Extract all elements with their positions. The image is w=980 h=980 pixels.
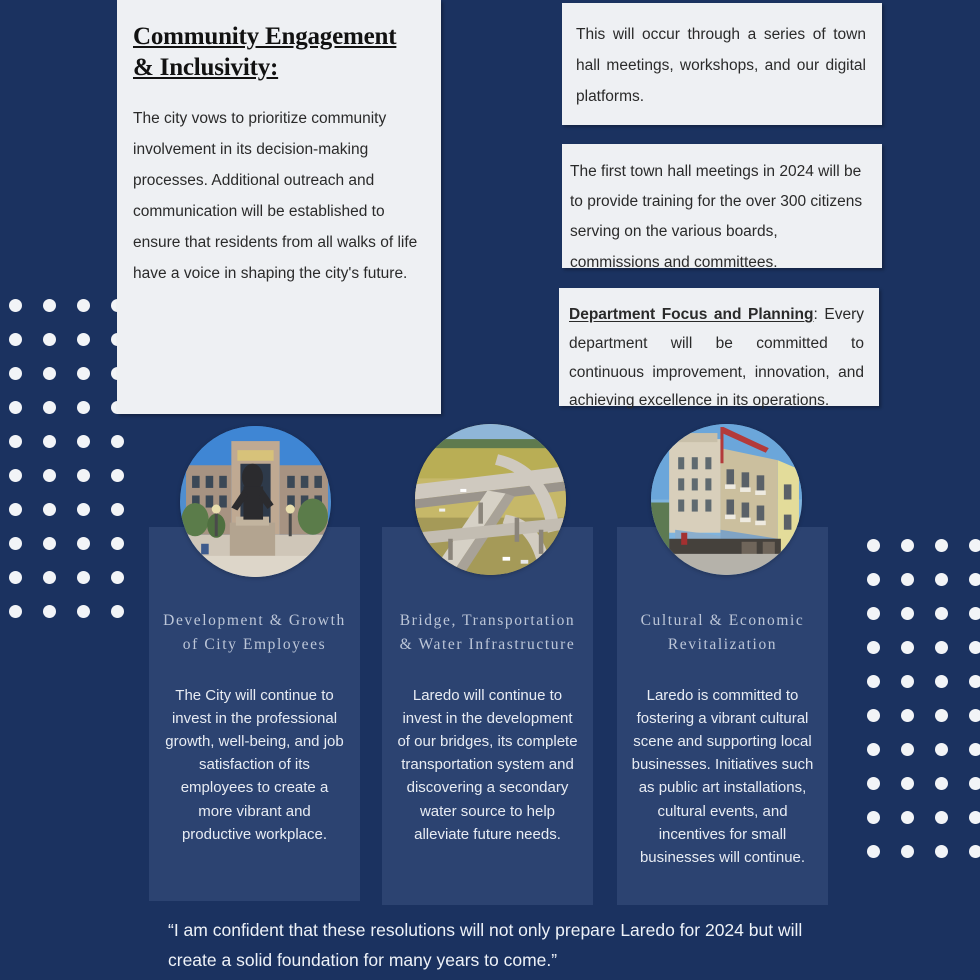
decorative-dot bbox=[77, 571, 90, 584]
decorative-dot bbox=[969, 743, 980, 756]
decorative-dot bbox=[77, 503, 90, 516]
decorative-dot bbox=[9, 435, 22, 448]
decorative-dot bbox=[867, 811, 880, 824]
decorative-dot bbox=[901, 641, 914, 654]
decorative-dot bbox=[77, 605, 90, 618]
decorative-dot bbox=[111, 503, 124, 516]
decorative-dot bbox=[77, 401, 90, 414]
decorative-dot bbox=[935, 777, 948, 790]
decorative-dot bbox=[969, 845, 980, 858]
decorative-dot bbox=[969, 777, 980, 790]
town-hall-panel bbox=[562, 3, 882, 125]
decorative-dot bbox=[901, 573, 914, 586]
decorative-dot bbox=[43, 571, 56, 584]
decorative-dot bbox=[111, 537, 124, 550]
decorative-dot bbox=[935, 709, 948, 722]
decorative-dot-grid-right bbox=[856, 528, 980, 868]
decorative-dot bbox=[935, 743, 948, 756]
decorative-dot bbox=[969, 641, 980, 654]
feature-card-title: Development & Growth of City Employees bbox=[163, 612, 346, 653]
panel-title: Community Engagement & Inclusivity: bbox=[133, 23, 397, 81]
decorative-dot bbox=[935, 675, 948, 688]
decorative-dot bbox=[9, 367, 22, 380]
decorative-dot bbox=[867, 573, 880, 586]
decorative-dot bbox=[9, 571, 22, 584]
decorative-dot bbox=[867, 845, 880, 858]
feature-card-text: Laredo will continue to invest in the development of our bridges, its complete transportation system and discovering a secondary water source to help alleviate future needs. bbox=[397, 687, 578, 843]
decorative-dot bbox=[9, 401, 22, 414]
decorative-dot bbox=[77, 299, 90, 312]
decorative-dot bbox=[9, 537, 22, 550]
decorative-dot bbox=[935, 811, 948, 824]
decorative-dot bbox=[935, 573, 948, 586]
department-focus-text: : Every department will be committed to continuous improvement, innovation, and achieving excellence in its operations. bbox=[569, 306, 864, 410]
decorative-dot bbox=[111, 435, 124, 448]
decorative-dot bbox=[867, 641, 880, 654]
town-hall-panel-body: This will occur through a series of town hall meetings, workshops, and our digital platforms. bbox=[576, 26, 866, 105]
decorative-dot bbox=[9, 469, 22, 482]
decorative-dot bbox=[935, 607, 948, 620]
decorative-dot bbox=[43, 333, 56, 346]
decorative-dot bbox=[111, 469, 124, 482]
decorative-dot bbox=[77, 435, 90, 448]
decorative-dot bbox=[901, 845, 914, 858]
highway-interchange-photo bbox=[415, 424, 566, 575]
department-focus-panel-body bbox=[569, 301, 864, 416]
decorative-dot bbox=[43, 503, 56, 516]
decorative-dot bbox=[935, 539, 948, 552]
decorative-dot-grid-left bbox=[0, 288, 134, 628]
decorative-dot bbox=[9, 299, 22, 312]
panel-body: The city vows to prioritize community involvement in its decision-making processes. Additional outreach and communication will be established to ensure that residents from all walks of life have a voice in shaping the city's future. bbox=[133, 110, 418, 282]
decorative-dot bbox=[43, 605, 56, 618]
decorative-dot bbox=[43, 401, 56, 414]
decorative-dot bbox=[9, 605, 22, 618]
decorative-dot bbox=[43, 367, 56, 380]
feature-card-revitalization bbox=[617, 527, 828, 905]
decorative-dot bbox=[9, 503, 22, 516]
feature-card-infrastructure bbox=[382, 527, 593, 905]
decorative-dot bbox=[901, 539, 914, 552]
decorative-dot bbox=[77, 367, 90, 380]
decorative-dot bbox=[43, 537, 56, 550]
decorative-dot bbox=[867, 709, 880, 722]
decorative-dot bbox=[867, 539, 880, 552]
decorative-dot bbox=[77, 537, 90, 550]
city-hall-statue-photo bbox=[180, 426, 331, 577]
decorative-dot bbox=[867, 675, 880, 688]
training-panel bbox=[562, 144, 882, 271]
feature-card-text: Laredo is committed to fostering a vibrant cultural scene and supporting local businesses. Initiatives such as public art installations, cultural events, and incentives for small businesses will continue. bbox=[631, 687, 814, 866]
closing-quote: “I am confident that these resolutions will not only prepare Laredo for 2024 but will create a solid foundation for many years to come.” bbox=[168, 920, 803, 971]
decorative-dot bbox=[867, 777, 880, 790]
decorative-dot bbox=[901, 743, 914, 756]
feature-card-title: Bridge, Transportation & Water Infrastructure bbox=[399, 612, 576, 653]
decorative-dot bbox=[43, 469, 56, 482]
feature-card-text: The City will continue to invest in the professional growth, well-being, and job satisfaction of its employees to create a more vibrant and productive workplace. bbox=[165, 687, 344, 843]
decorative-dot bbox=[969, 709, 980, 722]
department-focus-panel bbox=[559, 288, 879, 410]
decorative-dot bbox=[901, 709, 914, 722]
decorative-dot bbox=[43, 299, 56, 312]
department-focus-lead: Department Focus and Planning bbox=[569, 306, 814, 323]
decorative-dot bbox=[867, 743, 880, 756]
decorative-dot bbox=[901, 811, 914, 824]
decorative-dot bbox=[111, 571, 124, 584]
decorative-dot bbox=[9, 333, 22, 346]
decorative-dot bbox=[969, 675, 980, 688]
decorative-dot bbox=[935, 641, 948, 654]
feature-card-development bbox=[149, 527, 360, 901]
feature-card-title: Cultural & Economic Revitalization bbox=[640, 612, 805, 653]
decorative-dot bbox=[901, 607, 914, 620]
training-panel-body: The first town hall meetings in 2024 will be to provide training for the over 300 citizens serving on the various boards, commissions and committees. bbox=[570, 163, 863, 271]
decorative-dot bbox=[901, 777, 914, 790]
decorative-dot bbox=[969, 573, 980, 586]
decorative-dot bbox=[111, 605, 124, 618]
decorative-dot bbox=[969, 539, 980, 552]
decorative-dot bbox=[867, 607, 880, 620]
decorative-dot bbox=[901, 675, 914, 688]
decorative-dot bbox=[935, 845, 948, 858]
decorative-dot bbox=[77, 333, 90, 346]
historic-downtown-building-photo bbox=[651, 424, 802, 575]
decorative-dot bbox=[969, 811, 980, 824]
decorative-dot bbox=[77, 469, 90, 482]
decorative-dot bbox=[43, 435, 56, 448]
community-engagement-panel bbox=[117, 0, 441, 414]
decorative-dot bbox=[969, 607, 980, 620]
